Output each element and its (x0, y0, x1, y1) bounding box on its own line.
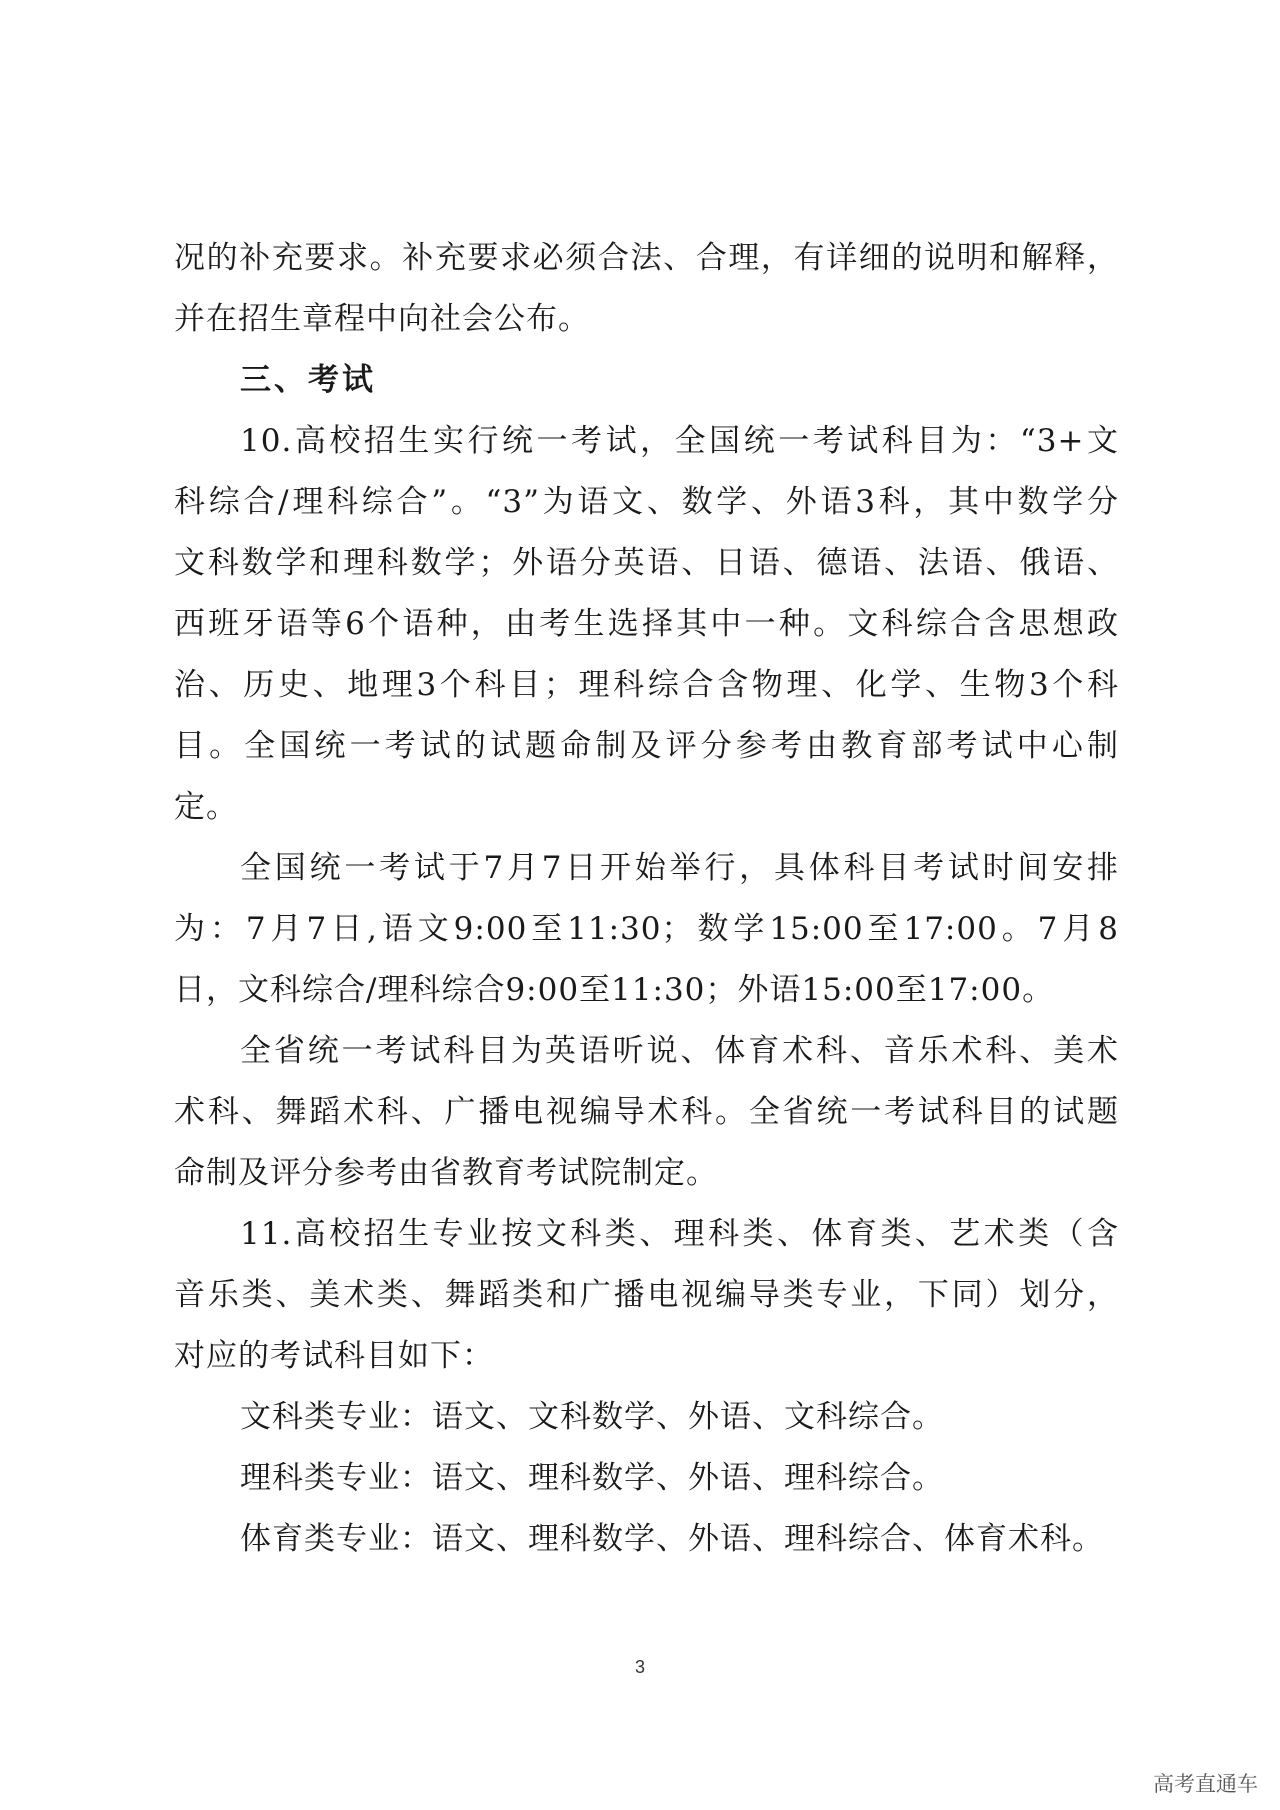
paragraph-line: 定。 (174, 789, 238, 825)
paragraph-line: 科综合/理科综合”。“3”为语文、数学、外语3科，其中数学分 (174, 484, 1119, 520)
paragraph-line: 11.高校招生专业按文科类、理科类、体育类、艺术类（含 (240, 1216, 1119, 1252)
paragraph-line: 全省统一考试科目为英语听说、体育术科、音乐术科、美术 (240, 1033, 1119, 1069)
paragraph-line: 治、历史、地理3个科目；理科综合含物理、化学、生物3个科 (174, 667, 1119, 703)
paragraph-line: 为：7月7日,语文9:00至11:30；数学15:00至17:00。7月8 (174, 911, 1119, 947)
paragraph-line: 音乐类、美术类、舞蹈类和广播电视编导类专业，下同）划分， (174, 1277, 1119, 1313)
paragraph-line: 10.高校招生实行统一考试，全国统一考试科目为：“3+文 (240, 423, 1119, 459)
paragraph-line: 文科类专业：语文、文科数学、外语、文科综合。 (240, 1399, 944, 1435)
paragraph-line: 全国统一考试于7月7日开始举行，具体科目考试时间安排 (240, 850, 1119, 886)
paragraph-line: 况的补充要求。补充要求必须合法、合理，有详细的说明和解释， (174, 240, 1119, 276)
paragraph-line: 对应的考试科目如下： (174, 1338, 494, 1374)
paragraph-line: 并在招生章程中向社会公布。 (174, 301, 590, 337)
watermark: 高考直通车 (1153, 1772, 1258, 1796)
paragraph-line: 术科、舞蹈术科、广播电视编导术科。全省统一考试科目的试题 (174, 1094, 1119, 1130)
paragraph-line: 日，文科综合/理科综合9:00至11:30；外语15:00至17:00。 (174, 972, 1055, 1008)
section-heading: 三、考试 (240, 362, 376, 398)
paragraph-line: 文科数学和理科数学；外语分英语、日语、德语、法语、俄语、 (174, 545, 1119, 581)
body-text (174, 228, 1119, 1570)
paragraph-line: 目。全国统一考试的试题命制及评分参考由教育部考试中心制 (174, 728, 1119, 764)
paragraph-line: 命制及评分参考由省教育考试院制定。 (174, 1155, 718, 1191)
paragraph-line: 体育类专业：语文、理科数学、外语、理科综合、体育术科。 (240, 1521, 1104, 1557)
page-number: 3 (634, 1657, 645, 1677)
paragraph-line: 西班牙语等6个语种，由考生选择其中一种。文科综合含思想政 (174, 606, 1119, 642)
paragraph-line: 理科类专业：语文、理科数学、外语、理科综合。 (240, 1460, 944, 1496)
